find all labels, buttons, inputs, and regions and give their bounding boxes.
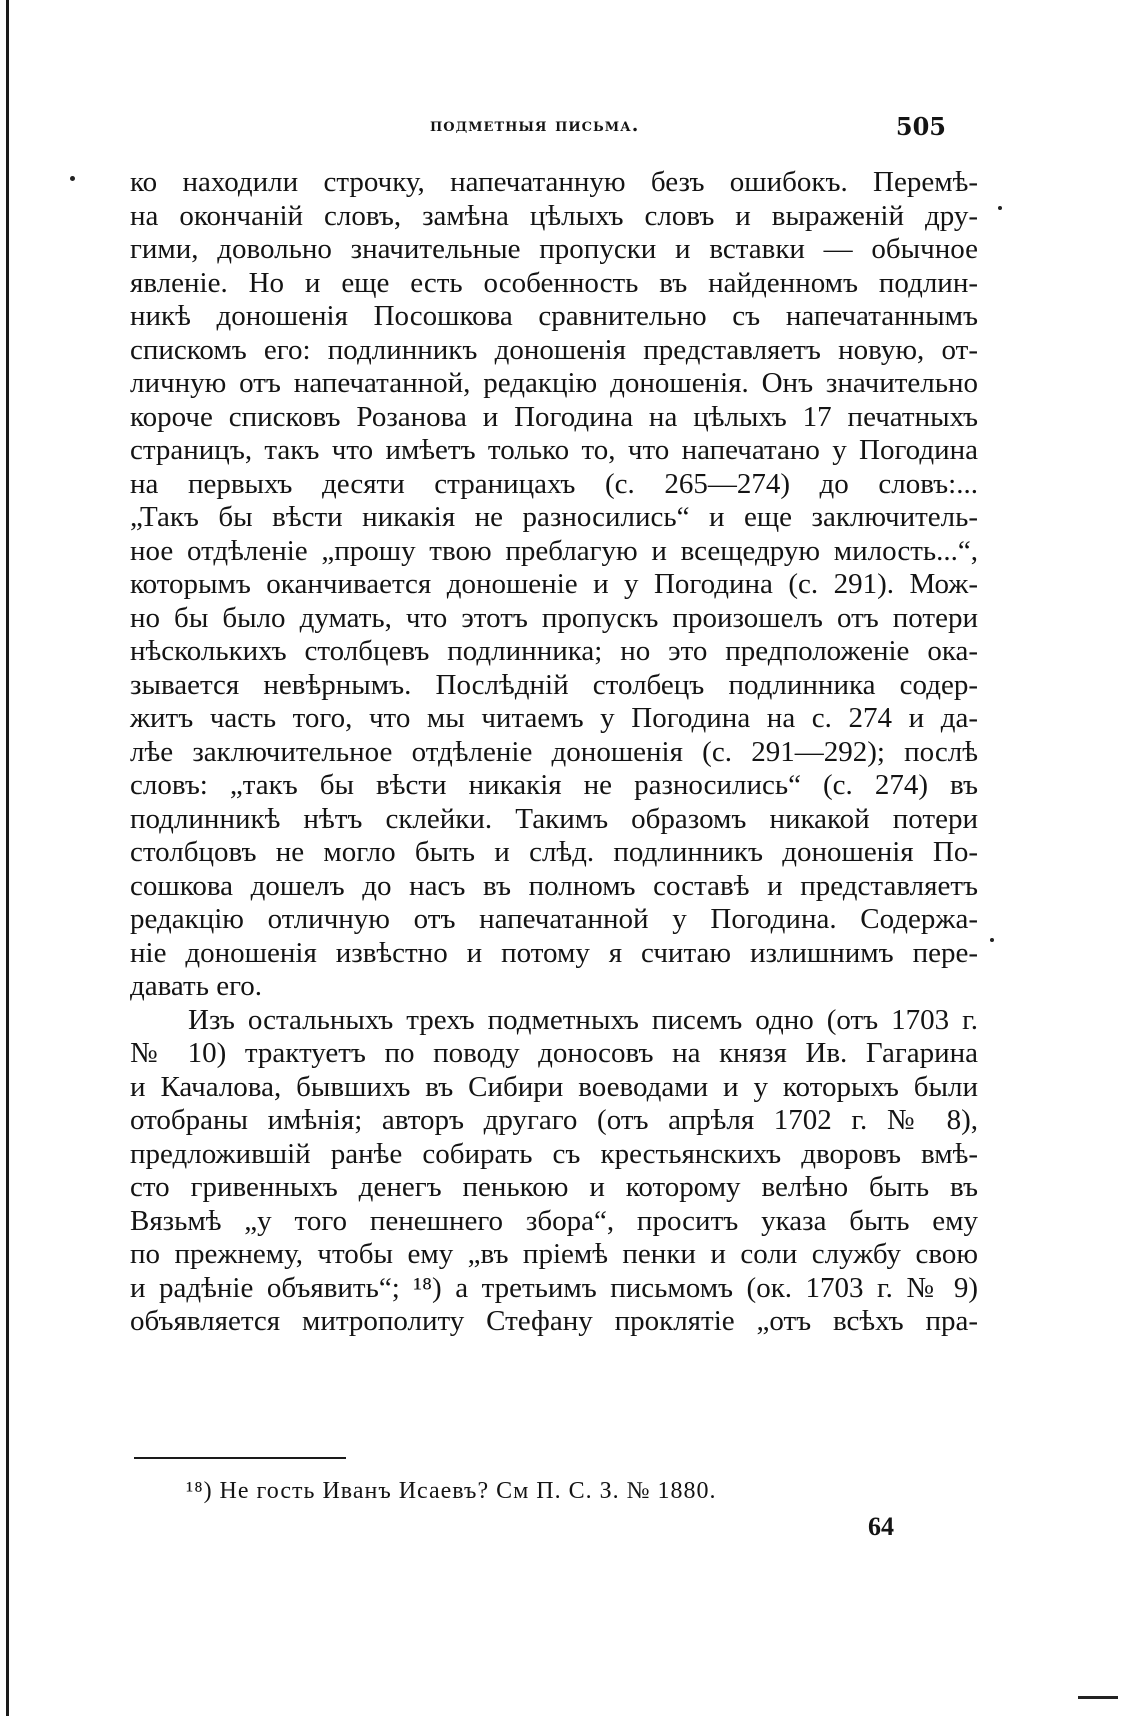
text-line: ное отдѣленіе „прошу твою преблагую и всещедрую милость...“, [130, 534, 978, 567]
text-line: короче списковъ Розанова и Погодина на цѣлыхъ 17 печатныхъ [130, 400, 978, 433]
text-line: и радѣніе объявить“; ¹⁸) а третьимъ письмомъ (ок. 1703 г. № 9) [130, 1271, 978, 1304]
text-line: которымъ оканчивается доношеніе и у Погодина (с. 291). Мож- [130, 568, 978, 600]
text-line: „Такъ бы вѣсти никакія не разносились“ и еще заключитель- [130, 501, 978, 533]
footnote: ¹⁸) Не гость Иванъ Исаевъ? См П. С. З. № 1880. [186, 1478, 717, 1504]
text-line: на окончаній словъ, замѣна цѣлыхъ словъ и выраженій дру- [130, 199, 978, 232]
text-line: нѣсколькихъ столбцевъ подлинника; но это предположеніе ока- [130, 635, 978, 667]
page-number: 505 [895, 112, 946, 141]
signature-mark: 64 [868, 1512, 894, 1541]
text-line: № 10) трактуетъ по поводу доносовъ на князя Ив. Гагарина [130, 1037, 978, 1069]
text-line: столбцовъ не могло быть и слѣд. подлинникъ доношенія По- [130, 836, 978, 868]
text-line: сошкова дошелъ до насъ въ полномъ составѣ и представляетъ [130, 869, 978, 902]
text-line: явленіе. Но и еще есть особенность въ найденномъ подлин- [130, 266, 978, 299]
text-line: по прежнему, чтобы ему „въ пріемѣ пенки и соли службу свою [130, 1238, 978, 1270]
text-line: Вязьмѣ „у того пенешнего збора“, проситъ указа быть ему [130, 1204, 978, 1237]
text-line: объявляется митрополиту Стефану проклятіе „отъ всѣхъ пра- [130, 1305, 978, 1337]
running-head: подметныя письма. [430, 114, 640, 136]
text-line: словъ: „такъ бы вѣсти никакія не разносились“ (с. 274) въ [130, 769, 978, 801]
body-text [130, 166, 978, 1339]
text-line: на первыхъ десяти страницахъ (с. 265—274) до словъ:... [130, 467, 978, 500]
scan-dash-mark [1078, 1696, 1118, 1699]
text-line: никѣ доношенія Посошкова сравнительно съ напечатаннымъ [130, 300, 978, 332]
text-line: гими, довольно значительные пропуски и вставки — обычное [130, 233, 978, 265]
text-line: сто гривенныхъ денегъ пенькою и которому велѣно быть въ [130, 1171, 978, 1203]
page-header [130, 112, 978, 142]
text-line: зывается невѣрнымъ. Послѣдній столбецъ подлинника содер- [130, 668, 978, 701]
scan-edge-line [6, 0, 9, 1716]
text-line: предложившій ранѣе собирать съ крестьянскихъ дворовъ вмѣ- [130, 1137, 978, 1170]
scan-speck [998, 206, 1002, 210]
scan-speck [70, 176, 75, 181]
text-line: лѣе заключительное отдѣленіе доношенія (с. 291—292); послѣ [130, 735, 978, 768]
text-line: ко находили строчку, напечатанную безъ ошибокъ. Перемѣ- [130, 166, 978, 198]
text-line: житъ часть того, что мы читаемъ у Погодина на с. 274 и да- [130, 702, 978, 734]
text-line: отобраны имѣнія; авторъ другаго (отъ апрѣля 1702 г. № 8), [130, 1104, 978, 1136]
text-line: страницъ, такъ что имѣетъ только то, что напечатано у Погодина [130, 434, 978, 466]
footnote-rule [134, 1457, 346, 1459]
scan-speck [990, 938, 994, 942]
text-line: и Качалова, бывшихъ въ Сибири воеводами и у которыхъ были [130, 1070, 978, 1103]
text-line: подлинникѣ нѣтъ склейки. Такимъ образомъ никакой потери [130, 802, 978, 835]
text-line: спискомъ его: подлинникъ доношенія представляетъ новую, от- [130, 333, 978, 366]
text-line: но бы было думать, что этотъ пропускъ произошелъ отъ потери [130, 601, 978, 634]
paragraph-start-line: Изъ остальныхъ трехъ подметныхъ писемъ одно (отъ 1703 г. [188, 1003, 978, 1036]
text-line: ніе доношенія извѣстно и потому я считаю излишнимъ пере- [130, 936, 978, 969]
text-line: редакцію отличную отъ напечатанной у Погодина. Содержа- [130, 903, 978, 935]
text-line: личную отъ напечатанной, редакцію доношенія. Онъ значительно [130, 367, 978, 399]
paragraph-end-line: давать его. [130, 970, 263, 1002]
